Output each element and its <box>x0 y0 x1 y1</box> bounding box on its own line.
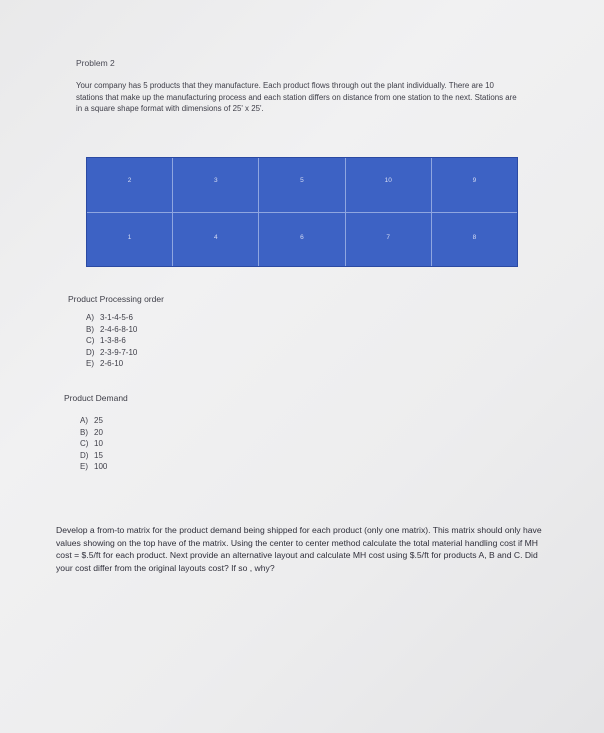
station-cell: 6 <box>259 213 344 267</box>
list-item: D) 15 <box>80 450 103 460</box>
station-layout-grid <box>86 157 518 267</box>
station-cell: 8 <box>432 213 517 267</box>
processing-order-heading: Product Processing order <box>68 294 164 304</box>
list-item: E) 100 <box>80 462 108 472</box>
station-cell: 10 <box>346 158 431 212</box>
station-cell: 4 <box>173 213 258 267</box>
station-cell: 3 <box>173 158 258 212</box>
processing-order-list <box>86 312 137 370</box>
list-item: B) 20 <box>80 427 103 437</box>
list-item: B) 2-4-6-8-10 <box>86 324 138 334</box>
station-cell: 2 <box>87 158 172 212</box>
list-item: D) 2-3-9-7-10 <box>86 347 138 357</box>
product-demand-heading: Product Demand <box>64 393 128 403</box>
list-item: C) 10 <box>80 439 103 449</box>
list-item: A) 25 <box>80 416 103 425</box>
task-paragraph: Develop a from-to matrix for the product demand being shipped for each product (only one matrix). This matrix should only have values showing on the top have of the matrix. Using the center to center method calculate the total material handling cost if MH cost = $.5/ft for each product. Next provide an alternative layout and calculate MH cost using $.5/ft for products A, B and C. Did your cost differ from the original layouts cost? If so , why? <box>56 525 542 573</box>
station-cell: 1 <box>87 213 172 267</box>
station-cell: 5 <box>259 158 344 212</box>
list-item: C) 1-3-8-6 <box>86 336 126 346</box>
product-demand-list <box>80 415 107 473</box>
intro-paragraph: Your company has 5 products that they manufacture. Each product flows through out the plant individually. There are 10 stations that make up the manufacturing process and each station differs on distance from one station to the next. Stations are in a square shape format with dimensions of 25' x 25'. <box>76 81 517 113</box>
list-item: E) 2-6-10 <box>86 359 124 369</box>
list-item: A) 3-1-4-5-6 <box>86 313 133 322</box>
station-cell: 9 <box>432 158 517 212</box>
problem-title: Problem 2 <box>76 58 115 68</box>
station-cell: 7 <box>346 213 431 267</box>
